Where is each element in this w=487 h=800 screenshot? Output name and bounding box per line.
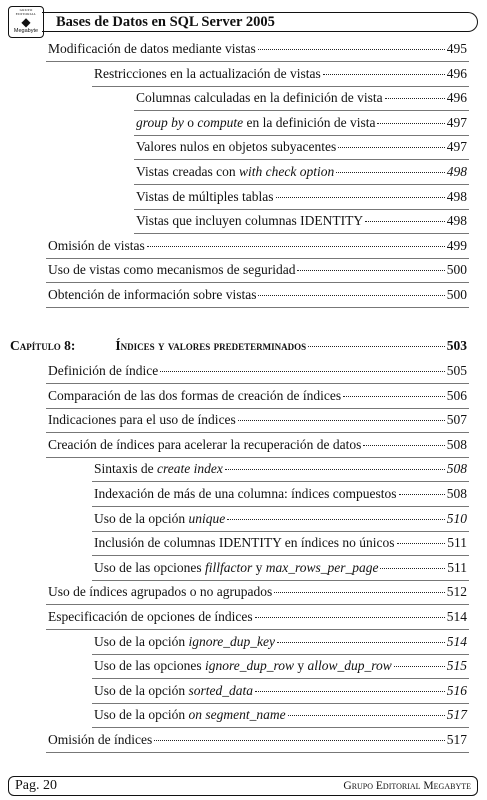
row-divider bbox=[46, 307, 469, 308]
logo-top-text: GRUPO EDITORIAL bbox=[15, 8, 37, 16]
row-divider bbox=[46, 752, 469, 753]
toc-page-number: 511 bbox=[447, 559, 467, 575]
toc-entry-title: Creación de índices para acelerar la recuperación de datos bbox=[48, 436, 362, 452]
toc-page-number: 510 bbox=[446, 510, 467, 526]
toc-entry-title: Omisión de vistas bbox=[48, 237, 145, 253]
row-divider bbox=[46, 432, 469, 433]
chapter-heading[interactable] bbox=[10, 337, 467, 355]
page-footer bbox=[8, 776, 478, 796]
row-divider bbox=[92, 86, 469, 87]
dot-leader bbox=[363, 445, 444, 446]
dot-leader bbox=[338, 147, 445, 148]
toc-page-number: 516 bbox=[446, 682, 467, 698]
toc-entry-title: Inclusión de columnas IDENTITY en índices no únicos bbox=[94, 535, 395, 551]
row-divider bbox=[46, 258, 469, 259]
toc-entry[interactable] bbox=[48, 731, 467, 749]
dot-leader bbox=[258, 49, 445, 50]
toc-entry[interactable] bbox=[48, 436, 467, 454]
toc-entry[interactable] bbox=[136, 114, 467, 132]
row-divider bbox=[46, 629, 469, 630]
toc-entry[interactable] bbox=[48, 608, 467, 626]
toc-entry-title: Uso de las opciones fillfactor y max_rows_per_page bbox=[94, 559, 379, 575]
dot-leader bbox=[277, 642, 445, 643]
dot-leader bbox=[227, 519, 445, 520]
dot-leader bbox=[343, 396, 445, 397]
dot-leader bbox=[288, 715, 445, 716]
dot-leader bbox=[308, 346, 445, 347]
toc-entry[interactable] bbox=[136, 212, 467, 230]
toc-entry[interactable] bbox=[136, 163, 467, 181]
toc-page-number: 497 bbox=[446, 114, 467, 130]
row-divider bbox=[134, 110, 469, 111]
row-divider bbox=[134, 135, 469, 136]
dot-leader bbox=[297, 270, 444, 271]
toc-entry-title: Uso de vistas como mecanismos de seguridad bbox=[48, 262, 296, 278]
book-title-bar bbox=[42, 12, 478, 32]
dot-leader bbox=[399, 494, 445, 495]
row-divider bbox=[92, 531, 469, 532]
toc-entry-title: Sintaxis de create index bbox=[94, 461, 223, 477]
toc-entry[interactable] bbox=[48, 362, 467, 380]
toc-page-number: 499 bbox=[446, 237, 467, 253]
row-divider bbox=[92, 654, 469, 655]
row-divider bbox=[92, 703, 469, 704]
row-divider bbox=[46, 282, 469, 283]
dot-leader bbox=[394, 666, 445, 667]
dot-leader bbox=[154, 740, 445, 741]
toc-entry[interactable] bbox=[94, 510, 467, 528]
row-divider bbox=[134, 159, 469, 160]
row-divider bbox=[92, 727, 469, 728]
toc-entry-title: Uso de la opción sorted_data bbox=[94, 682, 253, 698]
toc-entry-title: Definición de índice bbox=[48, 363, 159, 378]
toc-page-number: 517 bbox=[446, 732, 467, 747]
row-divider bbox=[92, 506, 469, 507]
toc-page-number: 515 bbox=[446, 658, 467, 674]
dot-leader bbox=[258, 295, 444, 296]
toc-entry[interactable] bbox=[94, 65, 467, 83]
toc-entry[interactable] bbox=[136, 89, 467, 107]
toc-entry[interactable] bbox=[48, 40, 467, 58]
toc-entry-title: Vistas que incluyen columnas IDENTITY bbox=[136, 213, 364, 229]
toc-entry-title: Omisión de índices bbox=[48, 732, 153, 747]
toc-entry-title: Indexación de más de una columna: índices compuestos bbox=[94, 486, 397, 501]
toc-entry[interactable] bbox=[94, 657, 467, 675]
toc-entry[interactable] bbox=[136, 138, 467, 156]
toc-entry[interactable] bbox=[48, 583, 467, 601]
toc-entry-title: Uso de la opción ignore_dup_key bbox=[94, 633, 275, 649]
toc-page-number: 500 bbox=[446, 262, 467, 278]
toc-entry[interactable] bbox=[48, 261, 467, 279]
toc-entry-title: Indicaciones para el uso de índices bbox=[48, 412, 236, 428]
row-divider bbox=[46, 457, 469, 458]
toc-entry[interactable] bbox=[94, 534, 467, 552]
toc-entry-title: Especificación de opciones de índices bbox=[48, 609, 253, 624]
row-divider bbox=[46, 383, 469, 384]
dot-leader bbox=[377, 123, 444, 124]
row-divider bbox=[92, 678, 469, 679]
toc-page-number: 511 bbox=[447, 535, 467, 551]
dot-leader bbox=[160, 371, 445, 372]
dot-leader bbox=[380, 568, 445, 569]
dot-leader bbox=[336, 172, 444, 173]
toc-entry[interactable] bbox=[136, 188, 467, 206]
chapter-label: Capítulo 8: bbox=[10, 338, 76, 353]
toc-page-number: 507 bbox=[446, 412, 467, 428]
dot-leader bbox=[238, 420, 445, 421]
toc-entry[interactable] bbox=[48, 286, 467, 304]
toc-entry-title: Comparación de las dos formas de creación de índices bbox=[48, 387, 342, 403]
publisher-name: Grupo Editorial Megabyte bbox=[343, 780, 471, 792]
toc-entry[interactable] bbox=[94, 460, 467, 478]
row-divider bbox=[46, 408, 469, 409]
toc-entry[interactable] bbox=[94, 485, 467, 503]
toc-page-number: 508 bbox=[446, 436, 467, 452]
toc-entry[interactable] bbox=[94, 706, 467, 724]
toc-page-number: 498 bbox=[446, 164, 467, 179]
dot-leader bbox=[323, 74, 445, 75]
toc-entry[interactable] bbox=[94, 633, 467, 651]
toc-page-number: 495 bbox=[446, 41, 467, 56]
toc-entry-title: Modificación de datos mediante vistas bbox=[48, 41, 256, 56]
toc-page-number: 500 bbox=[446, 287, 467, 302]
toc-entry[interactable] bbox=[48, 387, 467, 405]
logo-brand-text: Megabyte bbox=[13, 28, 39, 34]
row-divider bbox=[134, 233, 469, 234]
toc-page-number: 512 bbox=[446, 584, 467, 600]
row-divider bbox=[46, 604, 469, 605]
toc-entry-title: Vistas creadas con with check option bbox=[136, 164, 335, 179]
toc-page-number: 514 bbox=[446, 609, 467, 624]
toc-entry-title: group by o compute en la definición de vista bbox=[136, 114, 376, 130]
toc-entry[interactable] bbox=[48, 411, 467, 429]
row-divider bbox=[134, 184, 469, 185]
toc-page-number: 514 bbox=[446, 633, 467, 649]
toc-page-number: 506 bbox=[446, 387, 467, 403]
toc-entry-title: Restricciones en la actualización de vistas bbox=[94, 65, 321, 81]
toc-page-number: 508 bbox=[446, 486, 467, 501]
page-header bbox=[8, 6, 478, 38]
toc-page-number: 496 bbox=[446, 90, 467, 106]
toc-entry-title: Vistas de múltiples tablas bbox=[136, 188, 274, 204]
dot-leader bbox=[365, 221, 445, 222]
dot-leader bbox=[385, 98, 445, 99]
toc-entry-title: Obtención de información sobre vistas bbox=[48, 287, 257, 302]
row-divider bbox=[92, 580, 469, 581]
toc-page-number: 505 bbox=[446, 363, 467, 378]
toc-page-number: 517 bbox=[446, 707, 467, 723]
row-divider bbox=[92, 555, 469, 556]
row-divider bbox=[46, 61, 469, 62]
toc-page-number: 508 bbox=[446, 461, 467, 477]
dot-leader bbox=[147, 246, 445, 247]
diamond-icon: ◆ bbox=[21, 15, 31, 29]
row-divider bbox=[92, 481, 469, 482]
toc-entry-title: Valores nulos en objetos subyacentes bbox=[136, 139, 337, 155]
page-number-label: Pag. 20 bbox=[15, 778, 57, 793]
toc-entry[interactable] bbox=[94, 682, 467, 700]
toc-entry[interactable] bbox=[48, 237, 467, 255]
book-title: Bases de Datos en SQL Server 2005 bbox=[56, 14, 275, 30]
chapter-page-number: 503 bbox=[446, 338, 467, 353]
dot-leader bbox=[397, 543, 446, 544]
toc-entry-title: Columnas calculadas en la definición de vista bbox=[136, 90, 383, 106]
publisher-logo bbox=[8, 6, 44, 38]
dot-leader bbox=[255, 691, 445, 692]
chapter-title: Índices y valores predeterminados bbox=[115, 338, 307, 353]
toc-page-number: 498 bbox=[446, 188, 467, 204]
toc-entry-title: Uso de la opción unique bbox=[94, 510, 226, 526]
toc-entry-title: Uso de índices agrupados o no agrupados bbox=[48, 584, 273, 600]
dot-leader bbox=[255, 617, 445, 618]
toc-page-number: 497 bbox=[446, 139, 467, 155]
dot-leader bbox=[276, 197, 445, 198]
row-divider bbox=[134, 209, 469, 210]
dot-leader bbox=[225, 469, 445, 470]
toc-page-number: 496 bbox=[446, 65, 467, 81]
toc-entry-title: Uso de la opción on segment_name bbox=[94, 707, 286, 723]
toc-page-number: 498 bbox=[446, 213, 467, 229]
dot-leader bbox=[274, 592, 445, 593]
toc-entry-title: Uso de las opciones ignore_dup_row y allow_dup_row bbox=[94, 658, 392, 674]
toc-entry[interactable] bbox=[94, 559, 467, 577]
